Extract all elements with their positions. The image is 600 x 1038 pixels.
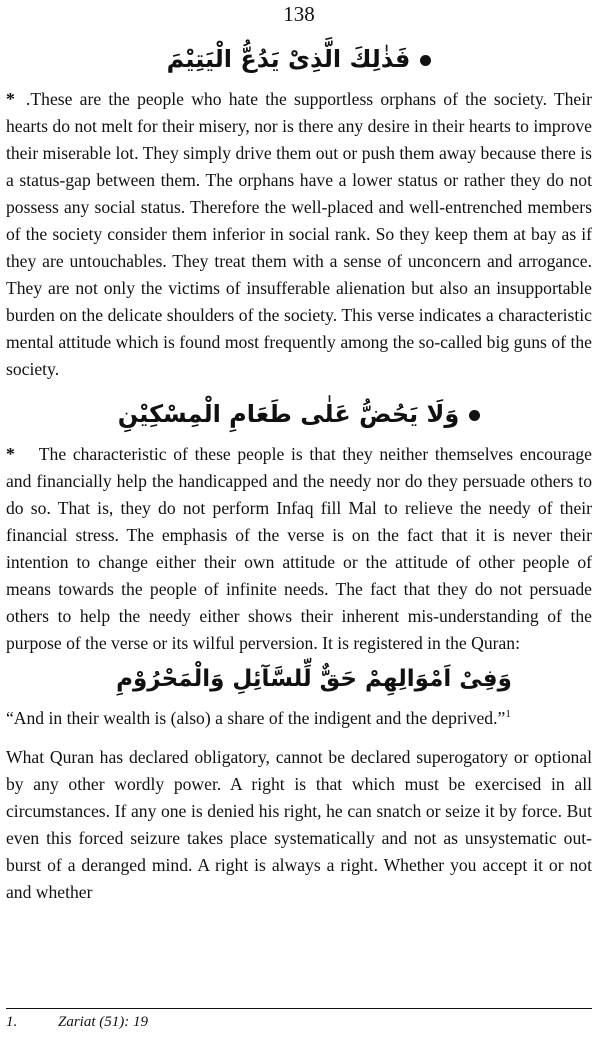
verse-2 xyxy=(6,389,592,441)
verse-1 xyxy=(6,34,592,86)
page-number: 138 xyxy=(283,2,315,26)
verse-2-arabic: وَلَا يَحُضُّ عَلٰى طَعَامِ الْمِسْكِيْنِ xyxy=(117,400,460,429)
footnote-number: 1. xyxy=(6,1014,18,1030)
verse-3-arabic: وَفِىْ اَمْوَالِهِمْ حَقٌّ لِّلسَّآئِلِ وَالْمَحْرُوْمِ xyxy=(116,666,512,692)
bullet-icon xyxy=(420,55,431,66)
footnote-ref: 1 xyxy=(505,708,511,720)
paragraph-1 xyxy=(6,86,592,383)
bullet-icon xyxy=(469,410,480,421)
paragraph-2 xyxy=(6,441,592,657)
quote-translation: “And in their wealth is (also) a share of the indigent and the deprived.” xyxy=(6,707,506,728)
star-marker: * xyxy=(6,444,15,464)
quote-translation-line xyxy=(6,701,592,732)
star-marker: * xyxy=(6,89,23,109)
paragraph-2-text: The characteristic of these people is that they neither themselves encourage and financially help the handicapped and the needy nor do they persuade others to do so. That is, they do not perform Infaq fill Mal to relieve the needy of their financial stress. The emphasis of the verse is on the fact that it is never their intention to change either their own attitude or the attitude of other people of means towards the people of infinite needs. The fact that they do not persuade others to help the needy either shows their inherent mis-understanding of the purpose of the verse or its wilful perversion. It is registered in the Quran: xyxy=(6,444,592,653)
paragraph-1-text: .These are the people who hate the supportless orphans of the society. Their hearts do not melt for their misery, nor is there any desire in their hearts to improve their miserable lot. They simply drive them out or push them away because there is a status-gap between them. The orphans have a lower status or rather they do not possess any social status. Therefore the well-placed and well-entrenched members of the society consider them inferior in social rank. So they keep them at bay as if they are untouchables. They treat them with a sense of unconcern and arrogance. They are not only the victims of insufferable alienation but also an insupportable burden on the delicate shoulders of the society. This verse indicates a characteristic mental attitude which is found most frequently among the so-called big guns of the society. xyxy=(6,89,592,379)
verse-1-arabic: فَذٰلِكَ الَّذِىْ يَدُعُّ الْيَتِيْمَ xyxy=(166,45,411,74)
paragraph-3: What Quran has declared obligatory, cannot be declared superogatory or optional by any other wordly power. A right is that which must be exercised in all circumstances. If any one is denied his right, he can snatch or seize it by force. But even this forced seizure takes place systematically and not as unsystematic out-burst of a deranged mind. A right is always a right. Whether you accept it or not and whether xyxy=(6,746,592,902)
footnote-text: Zariat (51): 19 xyxy=(58,1014,148,1030)
footnote xyxy=(6,1014,148,1031)
footnote-divider xyxy=(6,1008,592,1009)
